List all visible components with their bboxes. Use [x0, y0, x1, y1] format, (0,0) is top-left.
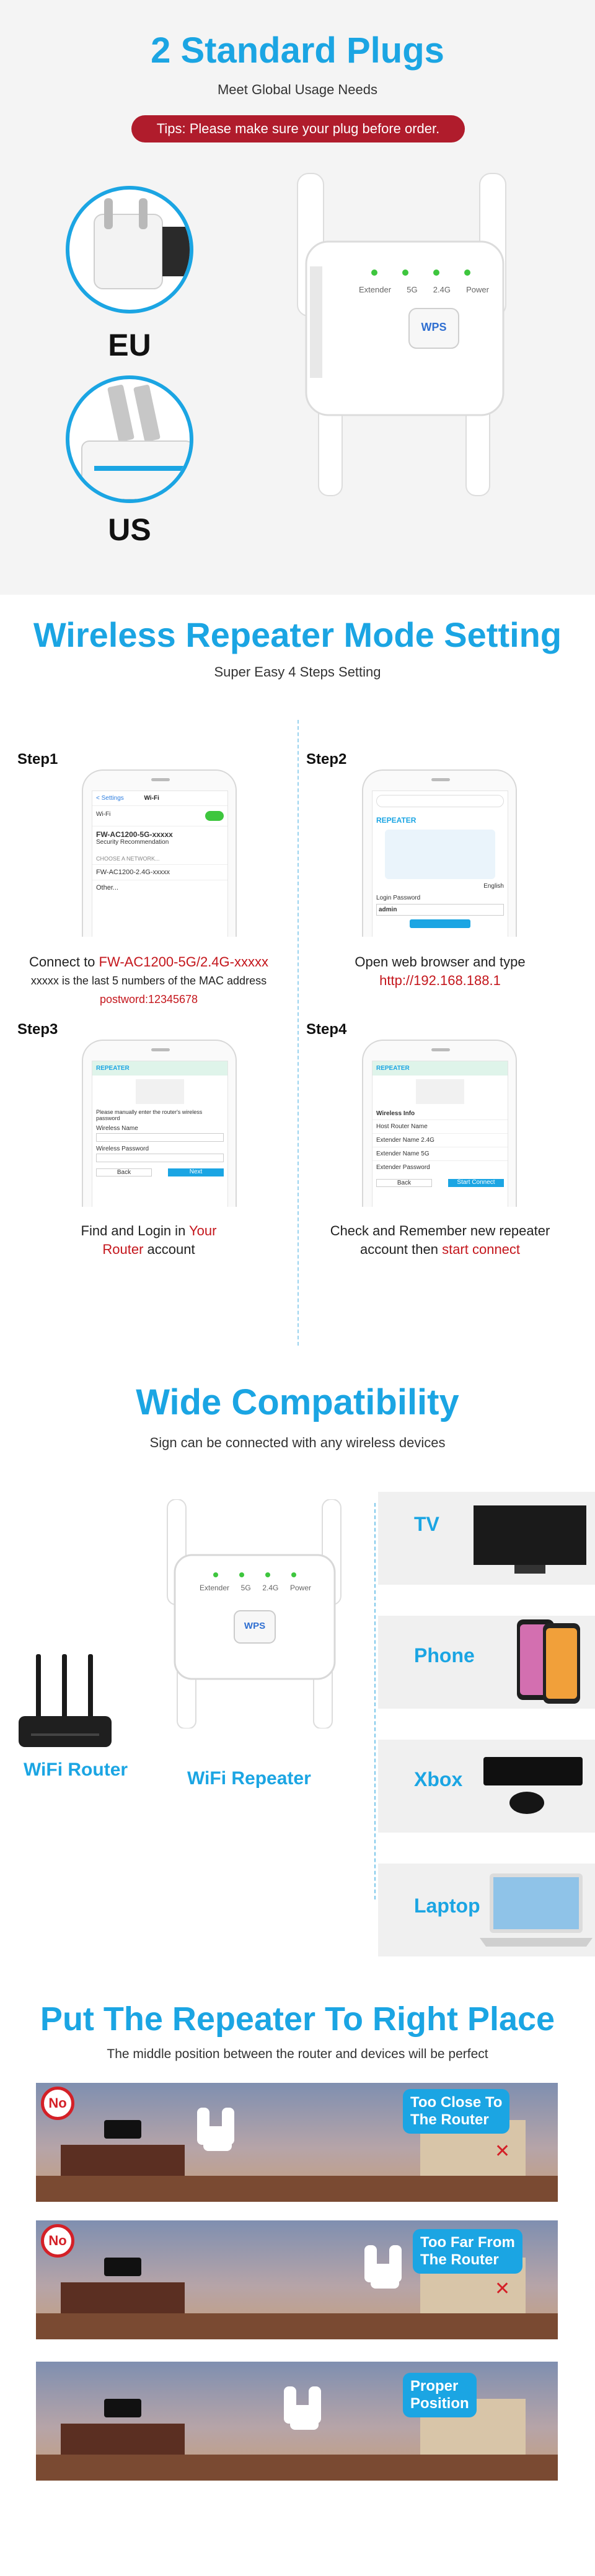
wireless-name-label: Wireless Name [96, 1125, 138, 1132]
step1-caption-password: postword:12345678 [99, 993, 198, 1005]
callout-line1: Too Far From [420, 2234, 515, 2251]
led-label-extender: Extender [200, 1584, 230, 1592]
led-label-24g: 2.4G [433, 285, 451, 294]
led-label-extender: Extender [359, 285, 392, 294]
scene-too-close [36, 2083, 558, 2202]
callout-too-far [413, 2229, 522, 2274]
setup-subtitle: Super Easy 4 Steps Setting [214, 664, 381, 680]
repeater-label: WiFi Repeater [187, 1768, 311, 1789]
step3-caption-text: Find and Login in [81, 1223, 190, 1238]
phone-speaker [431, 778, 450, 781]
led-label-5g: 5G [407, 285, 418, 294]
plugs-title: 2 Standard Plugs [151, 30, 444, 71]
eu-label: EU [108, 328, 151, 362]
step1-heading: Step1 [17, 751, 58, 768]
step2-phone [362, 769, 517, 937]
led-label-power: Power [466, 285, 489, 294]
browser-address-bar [376, 795, 504, 807]
wireless-password-field [96, 1154, 224, 1162]
login-button [410, 919, 470, 928]
step3-heading: Step3 [17, 1021, 58, 1038]
wifi-label: Wi-Fi [96, 811, 111, 818]
step1-caption-mac: xxxxx is the last 5 numbers of the MAC address [30, 975, 267, 987]
step2-caption [316, 953, 564, 990]
led-labels [359, 285, 489, 294]
phone-speaker [151, 1048, 170, 1051]
step3-caption-router: Router [102, 1242, 144, 1257]
step2-brand: REPEATER [376, 816, 416, 825]
settings-back: < Settings [96, 795, 124, 802]
plugs-subtitle: Meet Global Usage Needs [217, 82, 378, 97]
step1-caption-text: Connect to [29, 954, 99, 970]
language-select: English [483, 883, 504, 890]
svg-text:✕: ✕ [495, 2141, 511, 2162]
callout-too-close [403, 2089, 509, 2134]
step4-heading: Step4 [306, 1021, 347, 1038]
step4-caption-account: account then [359, 1242, 443, 1257]
wifi-header: Wi-Fi [144, 795, 159, 802]
step3-brand: REPEATER [92, 1061, 227, 1076]
laptop-label: Laptop [414, 1895, 480, 1917]
step3-caption-your: Your [189, 1223, 217, 1238]
compat-led-labels [200, 1584, 311, 1592]
password-field: admin [376, 904, 504, 916]
tv-label: TV [414, 1513, 439, 1535]
wifi-toggle [205, 811, 224, 821]
us-plug-image [66, 375, 193, 503]
network-24g: FW-AC1200-2.4G-xxxxx [92, 864, 227, 880]
repeater-image [165, 1499, 345, 1728]
step3-phone [82, 1040, 237, 1207]
xbox-label: Xbox [414, 1768, 463, 1790]
extender-password-row: Extender Password [372, 1160, 508, 1174]
laptop-panel [378, 1864, 595, 1956]
callout-proper [403, 2373, 477, 2417]
eu-plug-image [66, 186, 193, 313]
plugs-section [0, 0, 595, 595]
step4-phone [362, 1040, 517, 1207]
led-label-5g: 5G [240, 1584, 251, 1592]
step3-screen [92, 1061, 228, 1207]
step2-heading: Step2 [306, 751, 347, 768]
router-graphic [136, 1079, 184, 1104]
tips-banner: Tips: Please make sure your plug before order. [131, 115, 465, 142]
step4-caption [316, 1222, 564, 1259]
compat-title: Wide Compatibility [136, 1382, 459, 1422]
network-other: Other... [92, 880, 227, 895]
tv-icon [471, 1503, 589, 1577]
placement-subtitle: The middle position between the router and devices will be perfect [107, 2047, 488, 2061]
placement-title: Put The Repeater To Right Place [40, 2000, 555, 2038]
step3-caption-account: account [143, 1242, 195, 1257]
router-image [12, 1654, 118, 1753]
router-label: WiFi Router [24, 1759, 128, 1780]
phone-panel [378, 1616, 595, 1709]
svg-text:✕: ✕ [495, 2279, 511, 2299]
room-illustration [36, 2362, 558, 2481]
setup-section [0, 595, 595, 1363]
step3-next-button: Next [168, 1168, 224, 1176]
scene-too-far [36, 2220, 558, 2339]
network-security: Security Recommendation [96, 839, 169, 846]
laptop-icon [477, 1870, 595, 1950]
callout-line2: The Router [410, 2111, 489, 2128]
step1-caption [25, 953, 273, 1009]
placement-section [0, 1982, 595, 2576]
phone-speaker [151, 778, 170, 781]
led-label-24g: 2.4G [262, 1584, 279, 1592]
device-bracket [374, 1503, 376, 1899]
xbox-icon [477, 1752, 589, 1820]
step1-caption-ssid: FW-AC1200-5G/2.4G-xxxxx [99, 954, 268, 970]
step2-caption-url: http://192.168.188.1 [379, 973, 501, 988]
step4-caption-connect: start connect [442, 1242, 521, 1257]
compat-subtitle: Sign can be connected with any wireless devices [149, 1435, 446, 1450]
network-5g: FW-AC1200-5G-xxxxx [96, 830, 173, 839]
callout-line2: The Router [420, 2251, 499, 2268]
step1-phone [82, 769, 237, 937]
wps-button: WPS [421, 321, 447, 333]
step1-screen [92, 791, 228, 937]
step4-start-button: Start Connect [448, 1179, 504, 1187]
step4-brand: REPEATER [372, 1061, 508, 1076]
repeater-device-image [294, 167, 514, 502]
step-divider [298, 720, 299, 1346]
us-label: US [108, 512, 151, 547]
no-badge: No [41, 2087, 74, 2120]
wireless-password-label: Wireless Password [96, 1146, 149, 1152]
phone-speaker [431, 1048, 450, 1051]
step3-caption [25, 1222, 273, 1259]
wireless-info-label: Wireless Info [376, 1110, 415, 1117]
scene-proper [36, 2362, 558, 2481]
step4-screen [372, 1061, 508, 1207]
step2-screen [372, 791, 508, 937]
choose-network: CHOOSE A NETWORK... [96, 856, 160, 862]
tv-panel [378, 1492, 595, 1585]
callout-line1: Proper [410, 2378, 459, 2394]
phone-icon [514, 1618, 583, 1706]
extender-24g-row: Extender Name 2.4G [372, 1133, 508, 1147]
setup-title: Wireless Repeater Mode Setting [33, 615, 562, 654]
login-password-label: Login Password [376, 895, 421, 901]
step4-caption-text: Check and Remember new repeater [330, 1223, 550, 1238]
step4-back-button: Back [376, 1179, 432, 1187]
compat-section [0, 1363, 595, 1982]
step3-back-button: Back [96, 1168, 152, 1176]
callout-line2: Position [410, 2395, 469, 2412]
compat-wps: WPS [244, 1621, 266, 1631]
phone-label: Phone [414, 1644, 475, 1667]
manual-password-hint: Please manually enter the router's wireless password [96, 1109, 203, 1121]
wireless-name-field [96, 1133, 224, 1142]
xbox-panel [378, 1740, 595, 1833]
login-illustration [385, 830, 495, 879]
no-badge: No [41, 2224, 74, 2258]
led-label-power: Power [289, 1584, 311, 1592]
host-router-name-row: Host Router Name [372, 1119, 508, 1133]
router-graphic [416, 1079, 464, 1104]
step2-caption-text: Open web browser and type [355, 954, 526, 970]
callout-line1: Too Close To [410, 2094, 503, 2111]
extender-5g-row: Extender Name 5G [372, 1147, 508, 1160]
